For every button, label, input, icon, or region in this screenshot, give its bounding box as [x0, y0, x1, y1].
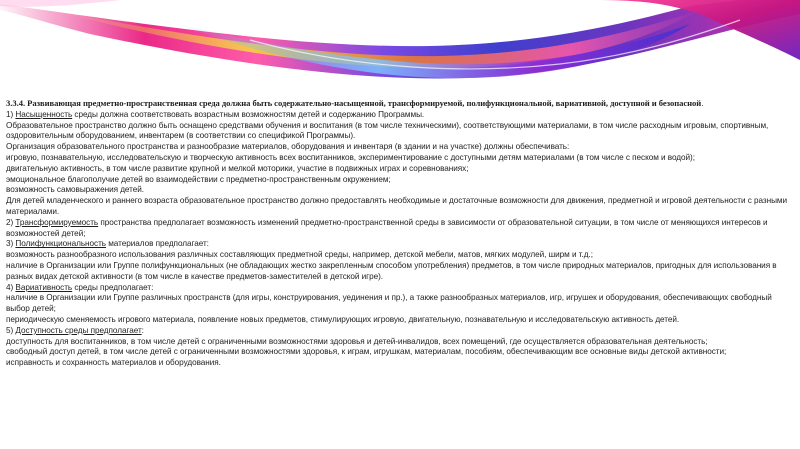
- text-line: наличие в Организации или Группе полифункциональных (не обладающих жестко закрепленным способом употребления) предметов, в том числе природных материалов, пригодных для использования в разных видах детской активности (в том числе в качестве предметов-заместителей в детской игре).: [6, 260, 777, 281]
- item-text: пространства предполагает возможность изменений предметно-пространственной среды в зависимости от образовательной ситуации, в том числе от меняющихся интересов и возможностей детей;: [6, 217, 768, 238]
- item-number: 5): [6, 325, 14, 335]
- item-term: Доступность среды предполагает: [15, 325, 142, 335]
- text-line: свободный доступ детей, в том числе детей с ограниченными возможностями здоровья, к играм, игрушкам, материалам, пособиям, обеспечивающим все основные виды детской активности;: [6, 347, 727, 357]
- item-3-heading: [6, 239, 794, 250]
- section-heading: [6, 98, 794, 110]
- text-line: возможность самовыражения детей.: [6, 185, 145, 195]
- decorative-ribbon-header: [0, 0, 800, 92]
- text-line: наличие в Организации или Группе различных пространств (для игры, конструирования, уединения и пр.), а также разнообразных материалов, игр, игрушек и оборудования, обеспечивающих свободный выбор детей;: [6, 293, 772, 314]
- item-number: 3): [6, 239, 14, 249]
- standard-text: [6, 98, 794, 449]
- item-text: среды должна соответствовать возрастным возможностям детей и содержанию Программы.: [72, 109, 425, 119]
- text-line: периодическую сменяемость игрового материала, появление новых предметов, стимулирующих игровую, двигательную, познавательную и исследовательскую активность детей.: [6, 314, 680, 324]
- item-number: 4): [6, 282, 14, 292]
- item-number: 2): [6, 217, 14, 227]
- text-line: Для детей младенческого и раннего возраста образовательное пространство должно предоставлять необходимые и достаточные возможности для движения, предметной и игровой деятельности с разными материалами.: [6, 196, 788, 216]
- item-text: среды предполагает:: [72, 282, 154, 292]
- text-line: Организация образовательного пространства и разнообразие материалов, оборудования и инвентаря (в здании и на участке) должны обеспечивать:: [6, 142, 570, 152]
- text-line: двигательную активность, в том числе развитие крупной и мелкой моторики, участие в подвижных играх и соревнованиях;: [6, 163, 469, 173]
- item-term: Насыщенность: [15, 109, 73, 119]
- text-line: доступность для воспитанников, в том числе детей с ограниченными возможностями здоровья и детей-инвалидов, всех помещений, где осуществляется образовательная деятельность;: [6, 336, 708, 346]
- item-number: 1): [6, 109, 14, 119]
- item-term: Полифункциональность: [15, 239, 106, 249]
- ribbon-highlight: [0, 0, 120, 7]
- item-term: Вариативность: [15, 282, 73, 292]
- text-line: Образовательное пространство должно быть оснащено средствами обучения и воспитания (в том числе техническими), соответствующими материалами, в том числе расходным игровым, спортивным, оздоровительным оборудованием, инвентарем (в соответствии со спецификой Программы).: [6, 120, 769, 141]
- text-line: исправность и сохранность материалов и оборудования.: [6, 358, 221, 368]
- text-line: возможность разнообразного использования различных составляющих предметной среды, например, детской мебели, матов, мягких модулей, ширм и т.д.;: [6, 250, 593, 260]
- text-line: игровую, познавательную, исследовательскую и творческую активность всех воспитанников, экспериментирование с доступными детям материалами (в том числе с песком и водой);: [6, 152, 695, 162]
- item-text: :: [141, 325, 144, 335]
- item-4-heading: [6, 283, 794, 294]
- item-term: Трансформируемость: [15, 217, 99, 227]
- item-5-heading: [6, 326, 794, 337]
- item-1-heading: [6, 110, 794, 121]
- text-line: эмоциональное благополучие детей во взаимодействии с предметно-пространственным окружением;: [6, 174, 391, 184]
- section-title-end: .: [701, 99, 704, 108]
- section-title: 3.3.4. Развивающая предметно-пространственная среда должна быть содержательно-насыщенной, трансформируемой, полифункциональной, вариативной, доступной и безопасной: [6, 98, 702, 108]
- item-2-heading: [6, 218, 794, 240]
- item-text: материалов предполагает:: [106, 239, 209, 249]
